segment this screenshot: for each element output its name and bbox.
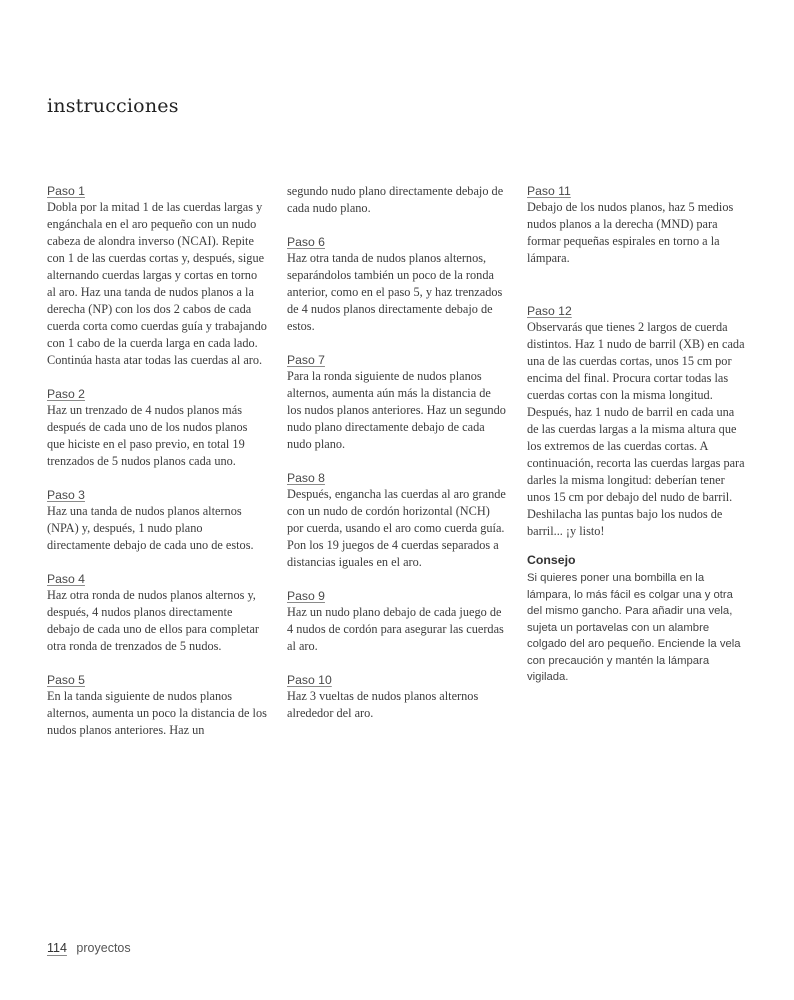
step-11 xyxy=(527,183,747,267)
step-label: Paso 4 xyxy=(47,572,85,586)
step-label: Paso 8 xyxy=(287,471,325,485)
step-label: Paso 11 xyxy=(527,184,571,198)
step-text: Haz una tanda de nudos planos alternos (NPA) y, después, 1 nudo plano directamente debajo de cada uno de estos. xyxy=(47,504,254,552)
section-name: proyectos xyxy=(76,941,131,955)
page-number: 114 xyxy=(47,941,67,955)
step-8 xyxy=(287,470,507,571)
step-text: Dobla por la mitad 1 de las cuerdas largas y engánchala en el aro pequeño con un nudo cabeza de alondra inverso (NCAI). Repite con 1 de las cuerdas cortas y, después, sigue alternando cuerdas largas y cortas en torno al aro. Haz una tanda de nudos planos a la derecha (NP) con los dos 2 cabos de cada cuerda corta como cuerdas guía y trabajando con 1 cabo de la cuerda larga en cada lado. Continúa hasta atar todas las cuerdas al aro. xyxy=(47,200,267,367)
instructions-column-2 xyxy=(287,183,507,739)
step-10 xyxy=(287,672,507,722)
step-text: En la tanda siguiente de nudos planos alternos, aumenta un poco la distancia de los nudos planos anteriores. Haz un xyxy=(47,689,267,737)
tip-text: Si quieres poner una bombilla en la lámpara, lo más fácil es colgar una y otra del mismo gancho. Para añadir una vela, sujeta un portavelas con un alambre colgado del aro pequeño. Enciende la vela con precaución y mantén la lámpara vigilada. xyxy=(527,572,741,683)
instructions-column-1 xyxy=(47,183,267,756)
step-6 xyxy=(287,234,507,335)
step-label: Paso 2 xyxy=(47,387,85,401)
step-2 xyxy=(47,386,267,470)
page-title: instrucciones xyxy=(47,95,179,117)
step-text: Observarás que tienes 2 largos de cuerda distintos. Haz 1 nudo de barril (XB) en cada una de las cuerdas cortas, unos 15 cm por encima del final. Procura cortar todas las cuerdas cortas con la misma longitud. Después, haz 1 nudo de barril en cada una de las cuerdas largas a la misma altura que los extremos de las cuerdas cortas. A continuación, recorta las cuerdas largas para darles la misma longitud: deberían tener unos 15 cm por debajo del nudo de barril. Deshilacha las puntas bajo los nudos de barril... ¡y listo! xyxy=(527,320,745,538)
step-text: Para la ronda siguiente de nudos planos alternos, aumenta aún más la distancia de los nudos planos anteriores. Haz un segundo nudo plano directamente debajo de cada nudo plano. xyxy=(287,369,506,451)
step-text: Haz otra ronda de nudos planos alternos y, después, 4 nudos planos directamente debajo de cada uno de ellos para completar otra ronda de trenzados de 5 nudos. xyxy=(47,588,260,653)
instructions-column-3 xyxy=(527,183,747,686)
tip-box xyxy=(527,552,747,686)
step-label: Paso 1 xyxy=(47,184,85,198)
step-text: Debajo de los nudos planos, haz 5 medios nudos planos a la derecha (MND) para formar pequeñas espirales en torno a la lámpara. xyxy=(527,200,734,265)
step-label: Paso 5 xyxy=(47,673,85,687)
step-text: Haz un trenzado de 4 nudos planos más después de cada uno de los nudos planos que hiciste en el paso previo, en total 19 trenzados de 5 nudos planos cada uno. xyxy=(47,403,248,468)
step-label: Paso 7 xyxy=(287,353,325,367)
step-3 xyxy=(47,487,267,554)
step-label: Paso 10 xyxy=(287,673,332,687)
step-label: Paso 9 xyxy=(287,589,325,603)
step-label: Paso 3 xyxy=(47,488,85,502)
step-text: Haz 3 vueltas de nudos planos alternos alrededor del aro. xyxy=(287,689,479,720)
step-text: Después, engancha las cuerdas al aro grande con un nudo de cordón horizontal (NCH) por cuerda, usando el aro como cuerda guía. Pon los 19 juegos de 4 cuerdas separados a distancias iguales en el aro. xyxy=(287,487,506,569)
page-footer xyxy=(47,941,131,955)
step-9 xyxy=(287,588,507,655)
tip-heading: Consejo xyxy=(527,553,576,567)
step-12 xyxy=(527,303,747,540)
step-label: Paso 6 xyxy=(287,235,325,249)
step-text: Haz otra tanda de nudos planos alternos, separándolos también un poco de la ronda anterior, como en el paso 5, y haz trenzados de 4 nudos planos directamente debajo de estos. xyxy=(287,251,503,333)
step-5 xyxy=(47,672,267,739)
step-7 xyxy=(287,352,507,453)
step-text: Haz un nudo plano debajo de cada juego de 4 nudos de cordón para asegurar las cuerdas al aro. xyxy=(287,605,504,653)
step-4 xyxy=(47,571,267,655)
step-label: Paso 12 xyxy=(527,304,572,318)
step-5-continuation: segundo nudo plano directamente debajo de cada nudo plano. xyxy=(287,184,504,215)
step-1 xyxy=(47,183,267,369)
